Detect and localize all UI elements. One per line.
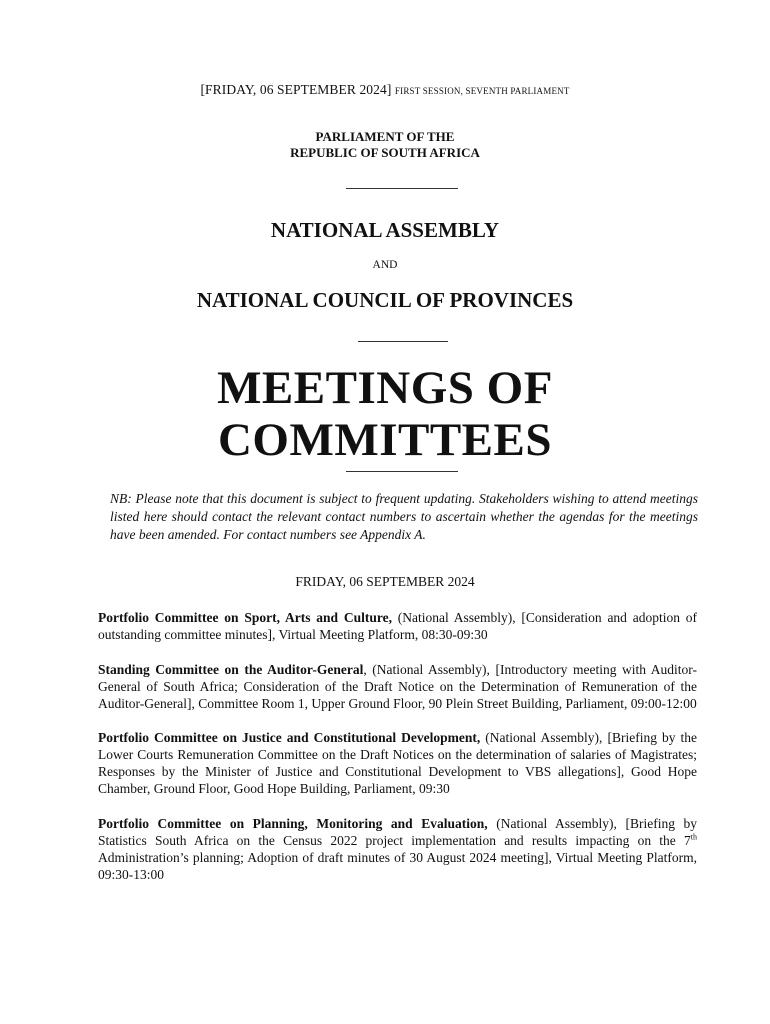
meeting-entry — [98, 729, 697, 797]
meeting-list — [98, 609, 697, 900]
committee-name: Standing Committee on the Auditor-General — [98, 661, 364, 677]
ordinal-suffix: th — [690, 832, 697, 841]
document-header — [0, 82, 770, 98]
meeting-details-continued: Administration’s planning; Adoption of draft minutes of 30 August 2024 meeting], Virtual Meeting Platform, 09:30-13:00 — [98, 849, 697, 882]
divider-1 — [346, 188, 458, 189]
header-session: FIRST SESSION, SEVENTH PARLIAMENT — [394, 86, 570, 96]
committee-name: Portfolio Committee on Planning, Monitoring and Evaluation, — [98, 815, 488, 831]
divider-3 — [346, 471, 458, 472]
committee-name: Portfolio Committee on Sport, Arts and Culture, — [98, 610, 392, 625]
document-title — [0, 362, 770, 466]
notice-paragraph: NB: Please note that this document is subject to frequent updating. Stakeholders wishing to attend meetings listed here should contact the relevant contact numbers to ascertain whether the agendas for the meetings have been amended. For contact numbers see Appendix A. — [110, 491, 698, 542]
divider-2 — [358, 341, 448, 342]
parliament-heading — [0, 129, 770, 161]
meeting-details: , (National Assembly), [Introductory meeting with Auditor-General of South Africa; Consideration of the Draft Notice on the Determination of Remuneration of the Auditor-General], Committee Room 1, Upper Ground Floor, 90 Plein Street Building, Parliament, 09:00-12:00 — [98, 661, 697, 711]
meeting-date-heading: FRIDAY, 06 SEPTEMBER 2024 — [295, 574, 475, 589]
house-ncop: NATIONAL COUNCIL OF PROVINCES — [196, 288, 574, 312]
meeting-details: (National Assembly), [Briefing by Statistics South Africa on the Census 2022 project implementation and results impacting on the 7 — [98, 815, 698, 848]
parliament-line-2: REPUBLIC OF SOUTH AFRICA — [290, 145, 480, 160]
meeting-details: (National Assembly), [Briefing by the Lower Courts Remuneration Committee on the Draft Notices on the determination of salaries of Magistrates; Responses by the Minister of Justice and Constitutional Development to VBS allegations], Good Hope Chamber, Ground Floor, Good Hope Building, Parliament, 09:30 — [98, 730, 697, 796]
committee-name: Portfolio Committee on Justice and Constitutional Development, — [98, 730, 481, 745]
parliament-line-1: PARLIAMENT OF THE — [315, 129, 455, 144]
title-line-1: MEETINGS OF — [217, 362, 553, 414]
house-conjunction: AND — [372, 259, 398, 271]
header-date: [FRIDAY, 06 SEPTEMBER 2024] — [200, 82, 392, 97]
meeting-entry — [98, 609, 697, 643]
meeting-entry — [98, 815, 697, 883]
title-line-2: COMMITTEES — [217, 414, 553, 466]
house-national-assembly: NATIONAL ASSEMBLY — [270, 218, 500, 242]
meeting-entry — [98, 661, 697, 712]
meeting-details: (National Assembly), [Consideration and adoption of outstanding committee minutes], Virtual Meeting Platform, 08:30-09:30 — [98, 610, 697, 642]
